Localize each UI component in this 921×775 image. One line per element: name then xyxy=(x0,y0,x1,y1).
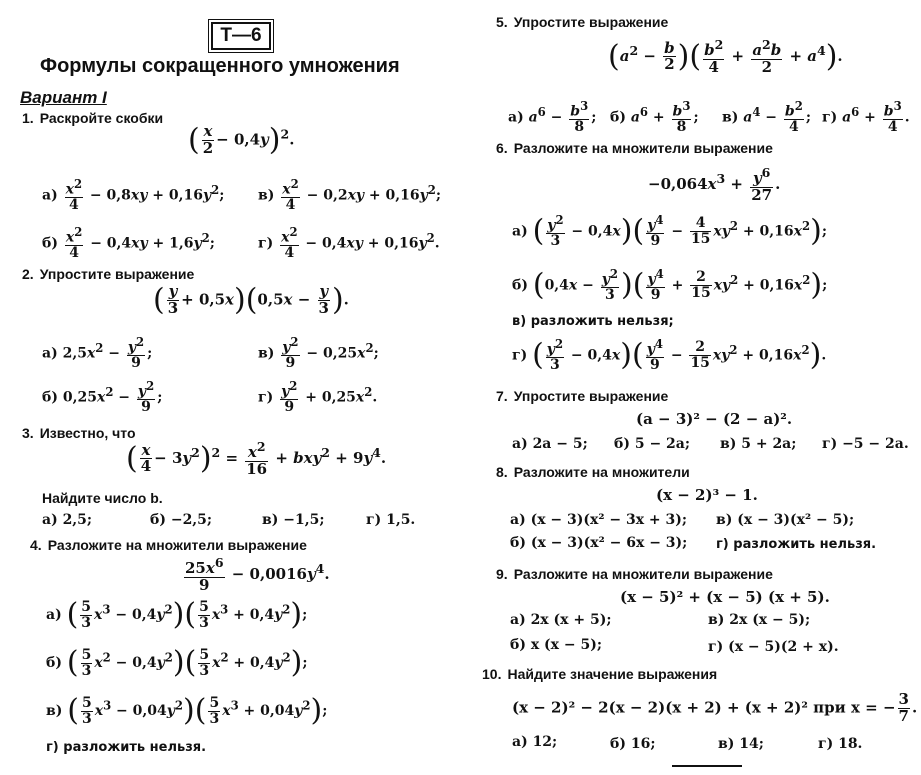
q5-option-b: б) $a^6$ + $\frac{b^3}{8}$ ; xyxy=(610,99,699,136)
q10-option-v: в) 14; xyxy=(718,736,764,752)
q3-option-a: а) 2,5; xyxy=(42,512,93,528)
q9-expression: (x − 5)² + (x − 5) (x + 5). xyxy=(620,588,830,606)
q6-option-b: б) (0,4x − $\frac{y^2}{3}$ )( $\frac{y^4}{9}$ + $\frac{2}{15}$ $xy^2 + 0,16x^2$); xyxy=(512,267,828,304)
q6-option-g: г) ( $\frac{y^2}{3}$ − 0,4x)( $\frac{y^4}{9}$ − $\frac{2}{15}$ $xy^2 + 0,16x^2$). xyxy=(512,337,827,374)
q6-option-a: а) ( $\frac{y^2}{3}$ − 0,4x)( $\frac{y^4}{9}$ − $\frac{4}{15}$ $xy^2 + 0,16x^2$); xyxy=(512,213,827,250)
q10-option-b: б) 16; xyxy=(610,736,656,752)
q3-heading: 3. Известно, что xyxy=(22,425,136,441)
q10-expression: (x − 2)² − 2(x − 2)(x + 2) + (x + 2)² при x = − $\frac{3}{7}$ . xyxy=(512,690,918,725)
bottom-divider xyxy=(672,765,742,767)
q2-option-a: а) $2,5x^2$ − $\frac{y^2}{9}$ ; xyxy=(42,335,153,372)
q3-find: Найдите число b. xyxy=(42,490,163,506)
q6-heading: 6. Разложите на множители выражение xyxy=(496,140,773,156)
q7-heading: 7. Упростите выражение xyxy=(496,388,669,404)
q1-option-g: г) $\frac{x^2}{4}$ − $0,4xy + 0,16y^2$. xyxy=(258,225,440,262)
q3-option-b: б) −2,5; xyxy=(150,512,213,528)
q3-option-v: в) −1,5; xyxy=(262,512,325,528)
q5-option-a: а) $a^6$ − $\frac{b^3}{8}$ ; xyxy=(508,99,597,136)
q7-option-g: г) −5 − 2a. xyxy=(822,436,909,452)
q7-option-v: в) 5 + 2a; xyxy=(720,436,797,452)
q10-option-g: г) 18. xyxy=(818,736,863,752)
variant-label: Вариант I xyxy=(20,88,107,107)
q7-option-a: а) 2a − 5; xyxy=(512,436,588,452)
q5-option-g: г) $a^6$ + $\frac{b^3}{4}$ . xyxy=(822,99,910,136)
q1-option-a: а) $\frac{x^2}{4}$ − $0,8xy + 0,16y^2$; xyxy=(42,177,225,214)
q8-expression: (x − 2)³ − 1. xyxy=(656,486,758,504)
q1-heading: 1. Раскройте скобки xyxy=(22,110,164,126)
q9-option-b: б) x (x − 5); xyxy=(510,637,603,653)
q8-option-v: в) (x − 3)(x² − 5); xyxy=(716,512,855,528)
q10-heading: 10. Найдите значение выражения xyxy=(482,666,718,682)
q7-option-b: б) 5 − 2a; xyxy=(614,436,691,452)
q4-heading: 4. Разложите на множители выражение xyxy=(30,537,307,553)
q5-heading: 5. Упростите выражение xyxy=(496,14,669,30)
q6-option-v: в) разложить нельзя; xyxy=(512,314,674,329)
q3-expression: ( $\frac{x}{4}$ − $3y^2)^2$ = $\frac{x^2}{16}$ + $bxy^2 + 9y^4$. xyxy=(126,439,387,478)
q4-expression: $\frac{25x^6}{9}$ − $0,0016y^4$. xyxy=(185,555,330,594)
test-code-box: Т—6 xyxy=(211,22,271,50)
q4-option-g: г) разложить нельзя. xyxy=(46,740,207,755)
q4-option-a: а) ( $\frac{5}{3}$ $x^3 - 0,4y^2$)( $\frac{5}{3}$ $x^3 + 0,4y^2$); xyxy=(46,597,308,633)
q9-heading: 9. Разложите на множители выражение xyxy=(496,566,773,582)
q7-expression: (a − 3)² − (2 − a)². xyxy=(636,410,793,428)
q8-option-b: б) (x − 3)(x² − 6x − 3); xyxy=(510,535,688,551)
q9-option-g: г) (x − 5)(2 + x). xyxy=(708,639,839,655)
page-title: Формулы сокращенного умножения xyxy=(40,55,400,77)
q6-expression: $-0,064x^3$ + $\frac{y^6}{27}$ . xyxy=(648,165,781,204)
q1-option-v: в) $\frac{x^2}{4}$ − $0,2xy + 0,16y^2$; xyxy=(258,177,442,214)
q2-option-b: б) $0,25x^2$ − $\frac{y^2}{9}$ ; xyxy=(42,379,163,416)
q5-expression: ($a^2$ − $\frac{b}{2}$ )( $\frac{b^2}{4}$ + $\frac{a^2b}{2}$ + $a^4$). xyxy=(608,37,843,76)
q1-expression: ( $\frac{x}{2}$ − 0,4y)$^2$. xyxy=(188,122,295,158)
q9-option-v: в) 2x (x − 5); xyxy=(708,612,811,628)
q8-heading: 8. Разложите на множители xyxy=(496,464,690,480)
q10-option-a: а) 12; xyxy=(512,734,558,750)
q2-option-g: г) $\frac{y^2}{9}$ + $0,25x^2$. xyxy=(258,379,378,416)
q5-option-v: в) $a^4$ − $\frac{b^2}{4}$ ; xyxy=(722,99,812,136)
q4-option-b: б) ( $\frac{5}{3}$ $x^2 - 0,4y^2$)( $\frac{5}{3}$ $x^2 + 0,4y^2$); xyxy=(46,645,308,681)
q4-option-v: в) ( $\frac{5}{3}$ $x^3 - 0,04y^2$)( $\frac{5}{3}$ $x^3 + 0,04y^2$); xyxy=(46,693,328,729)
q2-expression: ( $\frac{y}{3}$ + 0,5x)(0,5x − $\frac{y}{3}$ ). xyxy=(153,282,349,318)
q8-option-a: а) (x − 3)(x² − 3x + 3); xyxy=(510,512,688,528)
q8-option-g: г) разложить нельзя. xyxy=(716,537,877,552)
q9-option-a: а) 2x (x + 5); xyxy=(510,612,612,628)
q2-option-v: в) $\frac{y^2}{9}$ − $0,25x^2$; xyxy=(258,335,379,372)
q2-heading: 2. Упростите выражение xyxy=(22,266,195,282)
q3-option-g: г) 1,5. xyxy=(366,512,416,528)
q1-option-b: б) $\frac{x^2}{4}$ − $0,4xy + 1,6y^2$; xyxy=(42,225,215,262)
